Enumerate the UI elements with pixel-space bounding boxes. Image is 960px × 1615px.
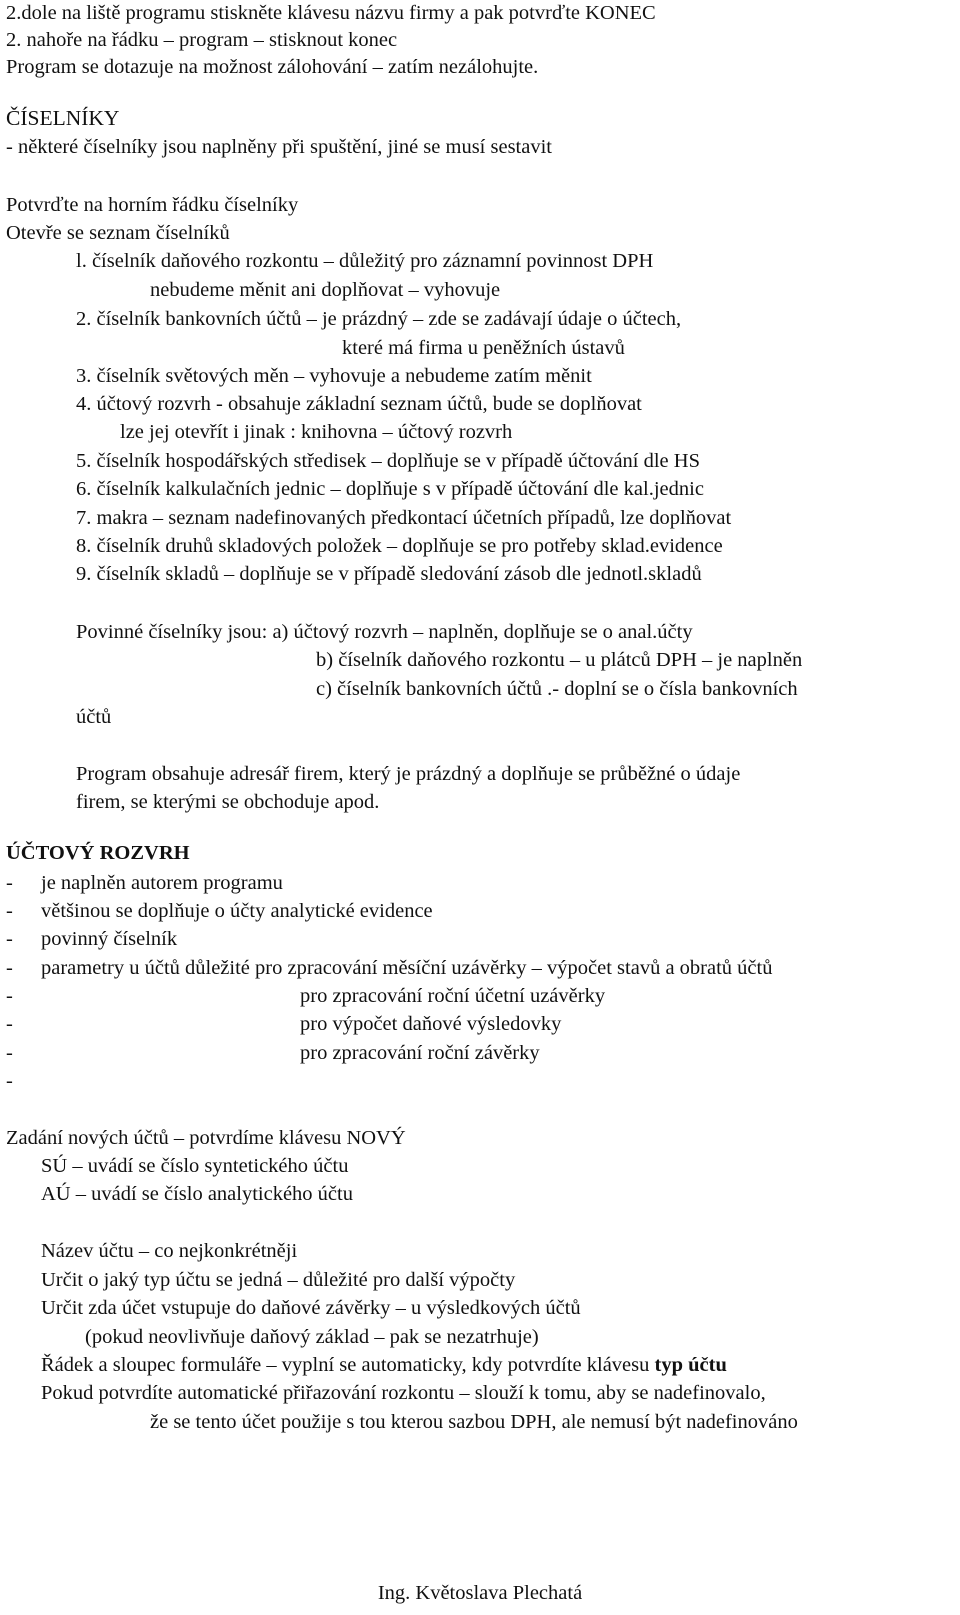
ciselniky-opens: Otevře se seznam číselníků xyxy=(6,222,230,244)
bullet-dash: - xyxy=(6,1042,13,1064)
radek-bold-term: typ účtu xyxy=(654,1354,727,1376)
bullet-dash: - xyxy=(6,900,13,922)
list-item: 5. číselník hospodářských středisek – doplňuje se v případě účtování dle HS xyxy=(76,450,700,472)
list-item: 8. číselník druhů skladových položek – doplňuje se pro potřeby sklad.evidence xyxy=(76,535,723,557)
nazev-line: Název účtu – co nejkonkrétněji xyxy=(41,1240,298,1262)
adresar-line-1: Program obsahuje adresář firem, který je prázdný a doplňuje se průběžné o údaje xyxy=(76,763,741,785)
intro-line-2: 2. nahoře na řádku – program – stisknout konec xyxy=(6,29,398,51)
au-line: AÚ – uvádí se číslo analytického účtu xyxy=(41,1183,353,1205)
section-heading-rozvrh: ÚČTOVÝ ROZVRH xyxy=(6,842,190,864)
list-item: 2. číselník bankovních účtů – je prázdný – zde se zadávají údaje o účtech, xyxy=(76,308,682,330)
zaverka-line: Určit zda účet vstupuje do daňové závěrky – u výsledkových účtů xyxy=(41,1297,581,1319)
section-heading-ciselniky: ČÍSELNÍKY xyxy=(6,106,120,130)
povinne-c: c) číselník bankovních účtů .- doplní se o čísla bankovních xyxy=(316,678,798,700)
bullet-text: pro zpracování roční závěrky xyxy=(300,1042,540,1064)
bullet-text: povinný číselník xyxy=(41,928,178,950)
list-item: 9. číselník skladů – doplňuje se v případě sledování zásob dle jednotl.skladů xyxy=(76,563,702,585)
povinne-a: Povinné číselníky jsou: a) účtový rozvrh – naplněn, doplňuje se o anal.účty xyxy=(76,621,693,643)
bullet-dash: - xyxy=(6,928,13,950)
bullet-dash: - xyxy=(6,1013,13,1035)
pokud-line-2: že se tento účet použije s tou kterou sazbou DPH, ale nemusí být nadefinováno xyxy=(150,1411,798,1433)
bullet-text: pro zpracování roční účetní uzávěrky xyxy=(300,985,606,1007)
list-item-continuation: které má firma u peněžních ústavů xyxy=(342,337,625,359)
intro-line-1: 2.dole na liště programu stiskněte klávesu názvu firmy a pak potvrďte KONEC xyxy=(6,2,656,24)
list-item-continuation: nebudeme měnit ani doplňovat – vyhovuje xyxy=(150,279,501,301)
su-line: SÚ – uvádí se číslo syntetického účtu xyxy=(41,1155,349,1177)
list-item: 4. účtový rozvrh - obsahuje základní seznam účtů, bude se doplňovat xyxy=(76,393,642,415)
zadani-line: Zadání nových účtů – potvrdíme klávesu NOVÝ xyxy=(6,1127,406,1149)
bullet-text: parametry u účtů důležité pro zpracování měsíční uzávěrky – výpočet stavů a obratů účtů xyxy=(41,957,773,979)
bullet-text: pro výpočet daňové výsledovky xyxy=(300,1013,562,1035)
typ-line: Určit o jaký typ účtu se jedná – důležité pro další výpočty xyxy=(41,1269,516,1291)
intro-line-3: Program se dotazuje na možnost zálohování – zatím nezálohujte. xyxy=(6,56,539,78)
radek-text: Řádek a sloupec formuláře – vyplní se automaticky, kdy potvrdíte klávesu xyxy=(41,1354,655,1376)
ciselniky-intro: - některé číselníky jsou naplněny při spuštění, jiné se musí sestavit xyxy=(6,136,552,158)
list-item-continuation: lze jej otevřít i jinak : knihovna – účtový rozvrh xyxy=(120,421,513,443)
povinne-b: b) číselník daňového rozkontu – u plátců DPH – je naplněn xyxy=(316,649,803,671)
bullet-dash: - xyxy=(6,1070,13,1092)
list-item: 7. makra – seznam nadefinovaných předkontací účetních případů, lze doplňovat xyxy=(76,507,732,529)
povinne-c-continuation: účtů xyxy=(76,706,112,728)
zaverka-note: (pokud neovlivňuje daňový základ – pak se nezatrhuje) xyxy=(85,1326,539,1348)
pokud-line-1: Pokud potvrdíte automatické přiřazování rozkontu – slouží k tomu, aby se nadefinovalo, xyxy=(41,1382,766,1404)
bullet-dash: - xyxy=(6,957,13,979)
bullet-dash: - xyxy=(6,985,13,1007)
adresar-line-2: firem, se kterými se obchoduje apod. xyxy=(76,791,380,813)
ciselniky-confirm: Potvrďte na horním řádku číselníky xyxy=(6,194,299,216)
list-item: l. číselník daňového rozkontu – důležitý pro záznamní povinnost DPH xyxy=(76,250,654,272)
bullet-text: většinou se doplňuje o účty analytické evidence xyxy=(41,900,433,922)
radek-line xyxy=(41,1352,727,1378)
bullet-dash: - xyxy=(6,872,13,894)
bullet-text: je naplněn autorem programu xyxy=(41,872,283,894)
list-item: 3. číselník světových měn – vyhovuje a nebudeme zatím měnit xyxy=(76,365,592,387)
list-item: 6. číselník kalkulačních jednic – doplňuje s v případě účtování dle kal.jednic xyxy=(76,478,704,500)
footer-author: Ing. Květoslava Plechatá xyxy=(377,1582,583,1604)
